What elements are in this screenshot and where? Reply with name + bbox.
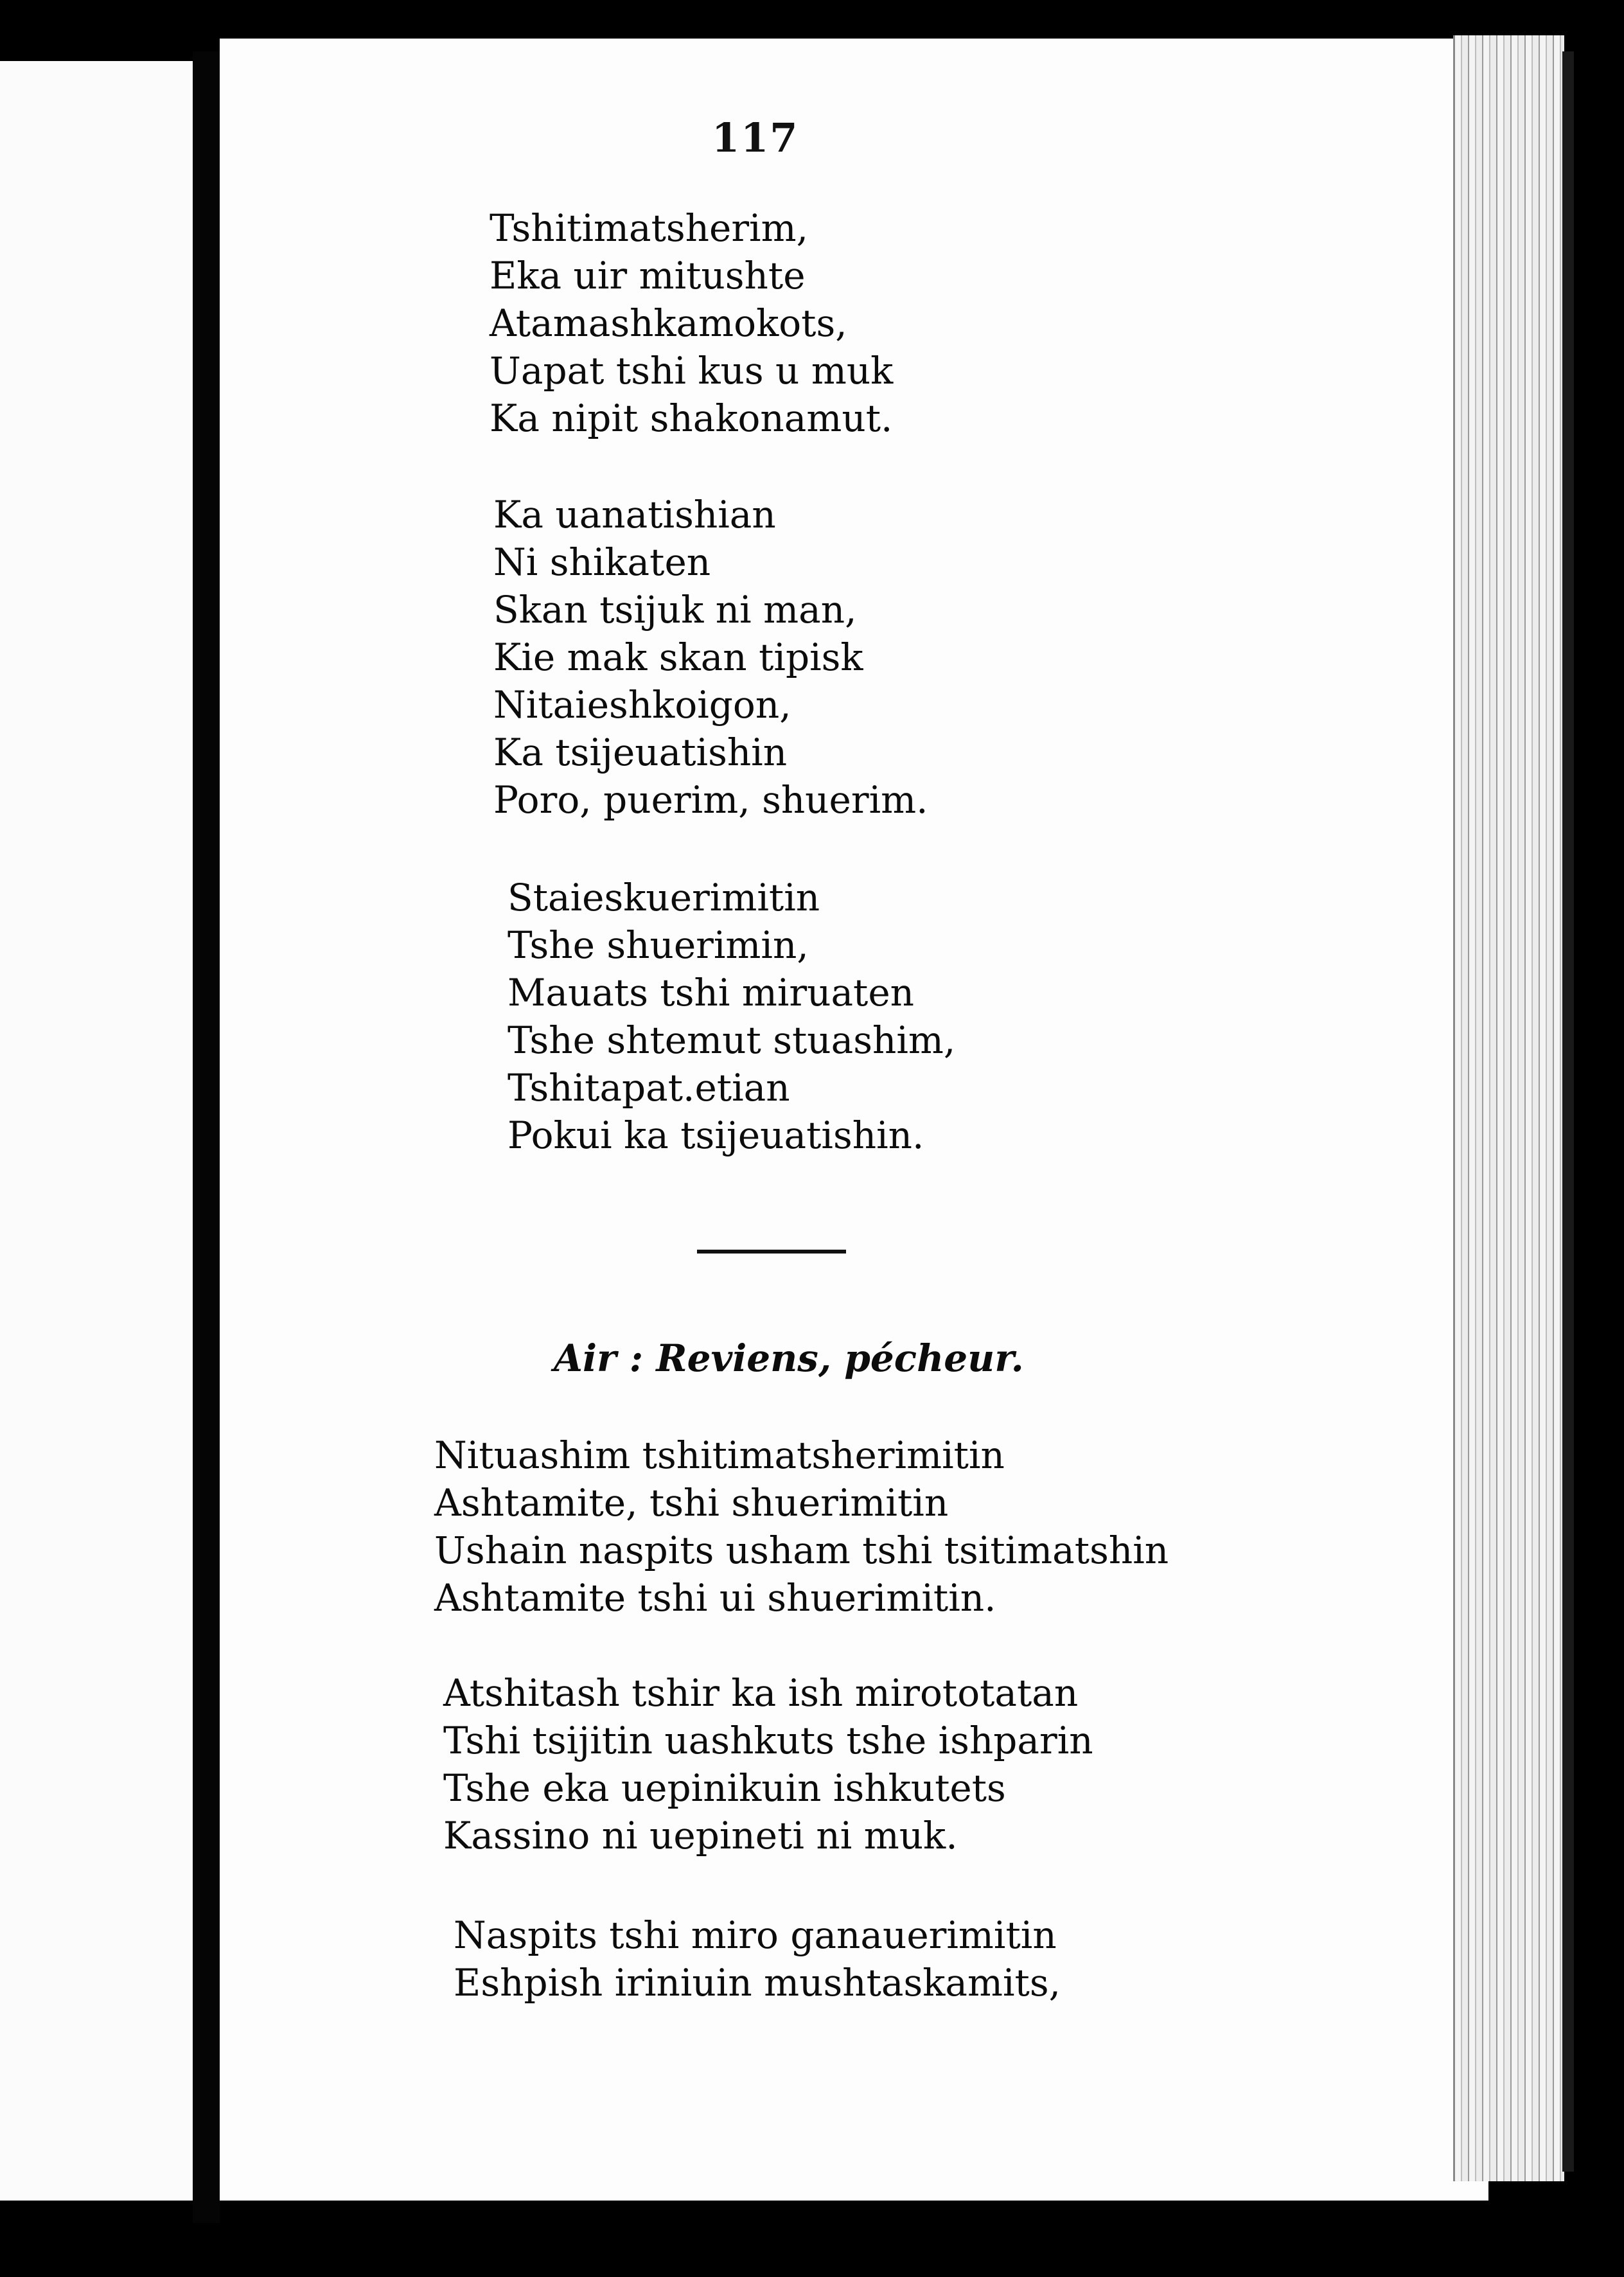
verse-line: Kie mak skan tipisk <box>493 635 863 679</box>
verse-line: Ni shikaten <box>493 540 711 584</box>
verse-line: Ashtamite, tshi shuerimitin <box>434 1481 949 1525</box>
page-number: 117 <box>712 114 799 161</box>
verse-line: Atshitash tshir ka ish mirototatan <box>443 1671 1079 1715</box>
verse-line: Ashtamite tshi ui shuerimitin. <box>434 1576 996 1620</box>
stanza <box>443 1669 1093 1859</box>
verse-line: Eshpish iriniuin mushtaskamits, <box>454 1961 1061 2005</box>
verse-line: Ka tsijeuatishin <box>493 731 788 774</box>
verse-line: Tshi tsijitin uashkuts tshe ishparin <box>443 1719 1093 1762</box>
verse-line: Ushain naspits usham tshi tsitimatshin <box>434 1528 1169 1572</box>
verse-line: Tshe shuerimin, <box>508 923 809 967</box>
stanza <box>508 874 955 1159</box>
verse-line: Pokui ka tsijeuatishin. <box>508 1113 924 1157</box>
verse-line: Nituashim tshitimatsherimitin <box>434 1433 1005 1477</box>
verse-line: Kassino ni uepineti ni muk. <box>443 1814 958 1857</box>
verse-line: Mauats tshi miruaten <box>508 971 915 1014</box>
verse-line: Tshitapat.etian <box>508 1066 790 1110</box>
stanza <box>493 491 928 824</box>
verse-line: Ka nipit shakonamut. <box>490 396 893 440</box>
air-heading: Air : Reviens, pécheur. <box>554 1336 1024 1380</box>
verse-line: Uapat tshi kus u muk <box>490 349 894 393</box>
page-fore-edge <box>1453 35 1564 2181</box>
stanza <box>490 204 893 442</box>
verse-line: Tshitimatsherim, <box>490 206 809 250</box>
verse-line: Poro, puerim, shuerim. <box>493 778 928 822</box>
verse-line: Atamashkamokots, <box>490 301 847 345</box>
book-gutter <box>193 51 220 2223</box>
verse-line: Nitaieshkoigon, <box>493 683 791 727</box>
stanza <box>454 1911 1061 2007</box>
verse-line: Eka uir mitushte <box>490 254 806 297</box>
verse-line: Staieskuerimitin <box>508 876 820 919</box>
fore-edge-shadow <box>1562 51 1574 2172</box>
left-facing-page <box>0 61 194 2201</box>
verse-line: Tshe shtemut stuashim, <box>508 1018 956 1062</box>
stanza <box>434 1431 1169 1622</box>
verse-line: Tshe eka uepinikuin ishkutets <box>443 1766 1006 1810</box>
verse-line: Ka uanatishian <box>493 493 776 536</box>
verse-line: Skan tsijuk ni man, <box>493 588 857 632</box>
verse-line: Naspits tshi miro ganauerimitin <box>454 1913 1057 1957</box>
section-divider-rule <box>697 1250 846 1254</box>
